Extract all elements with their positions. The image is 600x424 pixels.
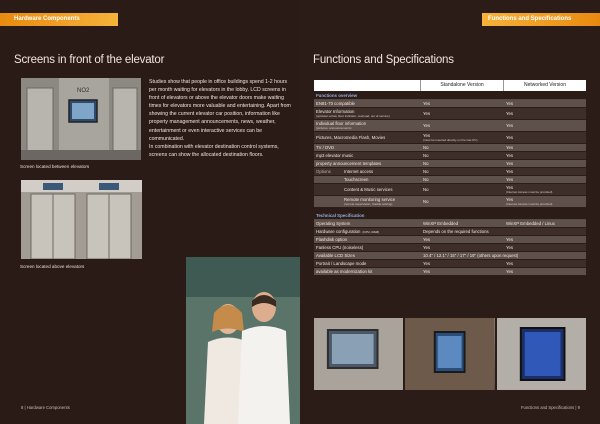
table-row-tech [314,220,586,228]
header-empty-cell [314,80,420,91]
networked-wrap [506,169,513,174]
table-row-tech [314,236,586,244]
networked-value: Yes [506,161,514,166]
row-label-wrap [316,161,381,166]
option-label-cell [314,168,420,175]
networked-value: Yes [506,111,514,116]
standalone-value: No [423,187,429,192]
standalone-wrap [423,101,430,106]
tech-label-wrap [316,269,372,274]
standalone-cell [420,144,503,151]
networked-value: Yes [506,261,514,266]
table-row [314,100,586,108]
technical-rows [314,220,586,276]
standalone-cell [420,160,503,167]
standalone-value: No [423,145,429,150]
networked-sub: (Internet Access must be provided) [506,202,553,206]
networked-value: Yes [506,169,514,174]
row-label-wrap [316,121,366,130]
row-label-sub: (pictures, announcements) [316,126,352,130]
table-row-tech [314,252,586,260]
row-label: Elevator Information [316,109,355,114]
lcd-screen-illustration-1 [314,318,403,390]
networked-cell [503,132,586,143]
tech-label: available as modernization kit [316,269,373,274]
floor-label: NO2 [77,88,90,94]
table-row-tech [314,244,586,252]
option-label-wrap [338,177,368,182]
networked-value: Yes [506,177,514,182]
right-page [300,0,600,424]
tech-label-cell [314,236,420,243]
standalone-wrap [423,153,429,158]
networked-cell [503,244,586,251]
standalone-value: Yes [423,237,431,242]
networked-value: Yes [506,153,514,158]
tech-span-value: 10.4" / 12.1" / 15" / 17" / 19" (others upon request) [423,253,519,258]
option-label-wrap [338,187,392,192]
standalone-cell [420,244,503,251]
elevator-lobby-illustration [21,78,141,160]
row-label-sub: (up/down arrow, floor indicator, overload, out of service) [316,114,390,118]
row-label-cell [314,132,420,143]
tech-label-sub: (CPU, RAM) [362,230,380,234]
photo-screen-above-elevators [21,180,142,259]
networked-wrap [506,185,552,194]
table-row [314,132,586,144]
lcd-screen-illustration-3 [497,318,586,390]
standalone-cell [420,236,503,243]
standalone-value: Yes [423,269,431,274]
networked-value: Yes [506,135,514,140]
table-row-option [314,168,586,176]
table-row [314,144,586,152]
networked-value: WinXP Embedded / Linux [506,221,555,226]
tech-label-wrap [316,221,350,226]
standalone-sub: (must be inserted directly on the Car-PC) [423,138,478,142]
tech-label: Operating System [316,221,351,226]
networked-value: Yes [506,145,514,150]
spec-table-header [314,80,586,91]
tech-label-wrap [316,237,347,242]
networked-value: Yes [506,197,514,202]
row-label-wrap [316,145,334,150]
tech-label: Portrait / Landscape mode [316,261,367,266]
networked-cell [503,100,586,107]
functions-rows [314,100,586,168]
table-row-tech [314,228,586,236]
table-row [314,120,586,132]
table-row-option [314,184,586,196]
row-label-wrap [316,101,355,106]
standalone-cell [420,176,503,183]
elevator-doors-illustration [21,180,142,259]
standalone-cell [420,120,503,131]
standalone-cell [420,220,503,227]
standalone-value: Yes [423,101,431,106]
row-label-cell [314,100,420,107]
networked-value: Yes [506,269,514,274]
section-functions-overview: Functions overview [314,91,586,100]
standalone-value: Yes [423,111,431,116]
networked-cell [503,268,586,275]
page-footer-left: 8 | Hardware Components [21,405,70,410]
row-label-cell [314,120,420,131]
standalone-wrap [423,123,430,128]
row-label: property announcement templates [316,161,382,166]
tech-span-cell [420,228,586,235]
networked-cell [503,184,586,195]
table-row-tech [314,260,586,268]
tech-label: Flashdisk option [316,237,348,242]
tech-label-cell [314,244,420,251]
tech-label-cell [314,260,420,267]
tech-label: Fanless CPU (noiseless) [316,245,364,250]
networked-cell [503,152,586,159]
tech-label: Available LCD Sizes [316,253,355,258]
table-row-option [314,196,586,208]
lcd-screen-illustration-2 [405,318,494,390]
standalone-cell [420,152,503,159]
tech-span-cell [420,252,586,259]
row-label: EN81-70 compatible [316,101,355,106]
standalone-value: Yes [423,261,431,266]
tech-label-cell [314,228,420,235]
standalone-cell [420,168,503,175]
option-label: Internet access [344,169,374,174]
caption-between-elevators: Screen located between elevators [20,164,90,169]
tech-label-wrap [316,245,363,250]
networked-sub: (Internet Access must be provided) [506,190,553,194]
table-row-option [314,176,586,184]
row-label: TV / DVD [316,145,335,150]
standalone-value: Yes [423,245,431,250]
tech-label-wrap [316,229,379,234]
row-label-cell [314,144,420,151]
networked-wrap [506,177,513,182]
header-networked: Networked Version [503,80,586,91]
networked-cell [503,108,586,119]
networked-cell [503,260,586,267]
standalone-value: No [423,153,429,158]
option-label-cell [314,184,420,195]
row-label-wrap [316,135,385,140]
standalone-wrap [423,145,429,150]
standalone-cell [420,260,503,267]
standalone-value: WinXP Embedded [423,221,459,226]
networked-cell [503,220,586,227]
standalone-value: Yes [423,133,431,138]
photo-lcd-panel-2 [405,318,494,390]
networked-value: Yes [506,245,514,250]
page-heading-functions: Functions and Specifications [313,54,454,66]
couple-illustration [186,257,300,424]
section-technical-spec: Technical Specification [314,211,586,220]
tech-label-cell [314,268,420,275]
photo-lcd-panel-1 [314,318,403,390]
networked-value: Yes [506,123,514,128]
row-label-cell [314,152,420,159]
networked-value: Yes [506,237,514,242]
section-tab-hardware: Hardware Components [0,13,118,26]
option-label: Content & Music services [344,187,393,192]
networked-cell [503,144,586,151]
option-label: Remote monitoring service [344,197,396,202]
options-rows [314,168,586,208]
networked-value: Yes [506,185,514,190]
page-footer-right: Functions and Specifications | 9 [520,405,580,410]
options-label: Options [316,169,331,174]
row-label: mp3 elevator music [316,153,354,158]
page-heading-screens: Screens in front of the elevator [14,54,165,66]
row-label-cell [314,108,420,119]
header-standalone: Standalone Version [420,80,503,91]
networked-cell [503,168,586,175]
caption-above-elevators: Screen located above elevators [20,264,85,269]
row-label-wrap [316,153,353,158]
standalone-wrap [423,111,430,116]
standalone-value: No [423,161,429,166]
standalone-cell [420,100,503,107]
option-label-wrap [338,169,373,174]
standalone-wrap [423,161,429,166]
standalone-cell [420,196,503,207]
standalone-cell [420,132,503,143]
standalone-value: No [423,199,429,204]
standalone-value: Yes [423,123,431,128]
standalone-wrap [423,133,478,142]
photo-lcd-panel-3 [497,318,586,390]
intro-paragraph-1: Studies show that people in office buildings spend 1-2 hours per month waiting for elevators in the lobby. LCD screens in front of elevators or above the elevator doors make waiting times for elevators more valuable and entertaining. Apart from showing the current elevator car position, information like property management announcements, news, weather, entertainment or even interactive services can be communicated. [149,79,291,142]
tech-label-wrap [316,261,366,266]
tech-label-wrap [316,253,355,258]
tech-span-value: Depends on the required functions [423,229,489,234]
standalone-cell [420,268,503,275]
row-label-wrap [316,109,390,118]
networked-wrap [506,197,552,206]
photo-screen-between-elevators [21,78,141,160]
option-label-wrap [338,197,395,206]
option-label-cell [314,176,420,183]
intro-text [149,78,292,159]
tech-label: Hardware configuration [316,229,361,234]
row-label: Individual floor information [316,121,367,126]
section-tab-functions: Functions and Specifications [482,13,600,26]
networked-cell [503,196,586,207]
row-label-cell [314,160,420,167]
option-label-cell [314,196,420,207]
spec-table [314,80,586,276]
standalone-cell [420,184,503,195]
networked-value: Yes [506,101,514,106]
intro-paragraph-2: In combination with elevator destination control systems, screens can show the allocated destination floors. [149,143,279,158]
networked-cell [503,176,586,183]
networked-cell [503,120,586,131]
photo-couple-in-elevator [186,257,300,424]
option-label-sub: (remote supervision, trouble solving) [344,202,393,206]
table-row [314,152,586,160]
standalone-cell [420,108,503,119]
row-label: Pictures, Macromedia Flash, Movies [316,135,386,140]
standalone-value: No [423,177,429,182]
networked-cell [503,236,586,243]
tech-label-cell [314,220,420,227]
table-row [314,160,586,168]
table-row [314,108,586,120]
option-label: Touchscreen [344,177,369,182]
standalone-value: No [423,169,429,174]
tech-label-cell [314,252,420,259]
table-row-tech [314,268,586,276]
bottom-photo-strip [314,318,586,390]
networked-cell [503,160,586,167]
